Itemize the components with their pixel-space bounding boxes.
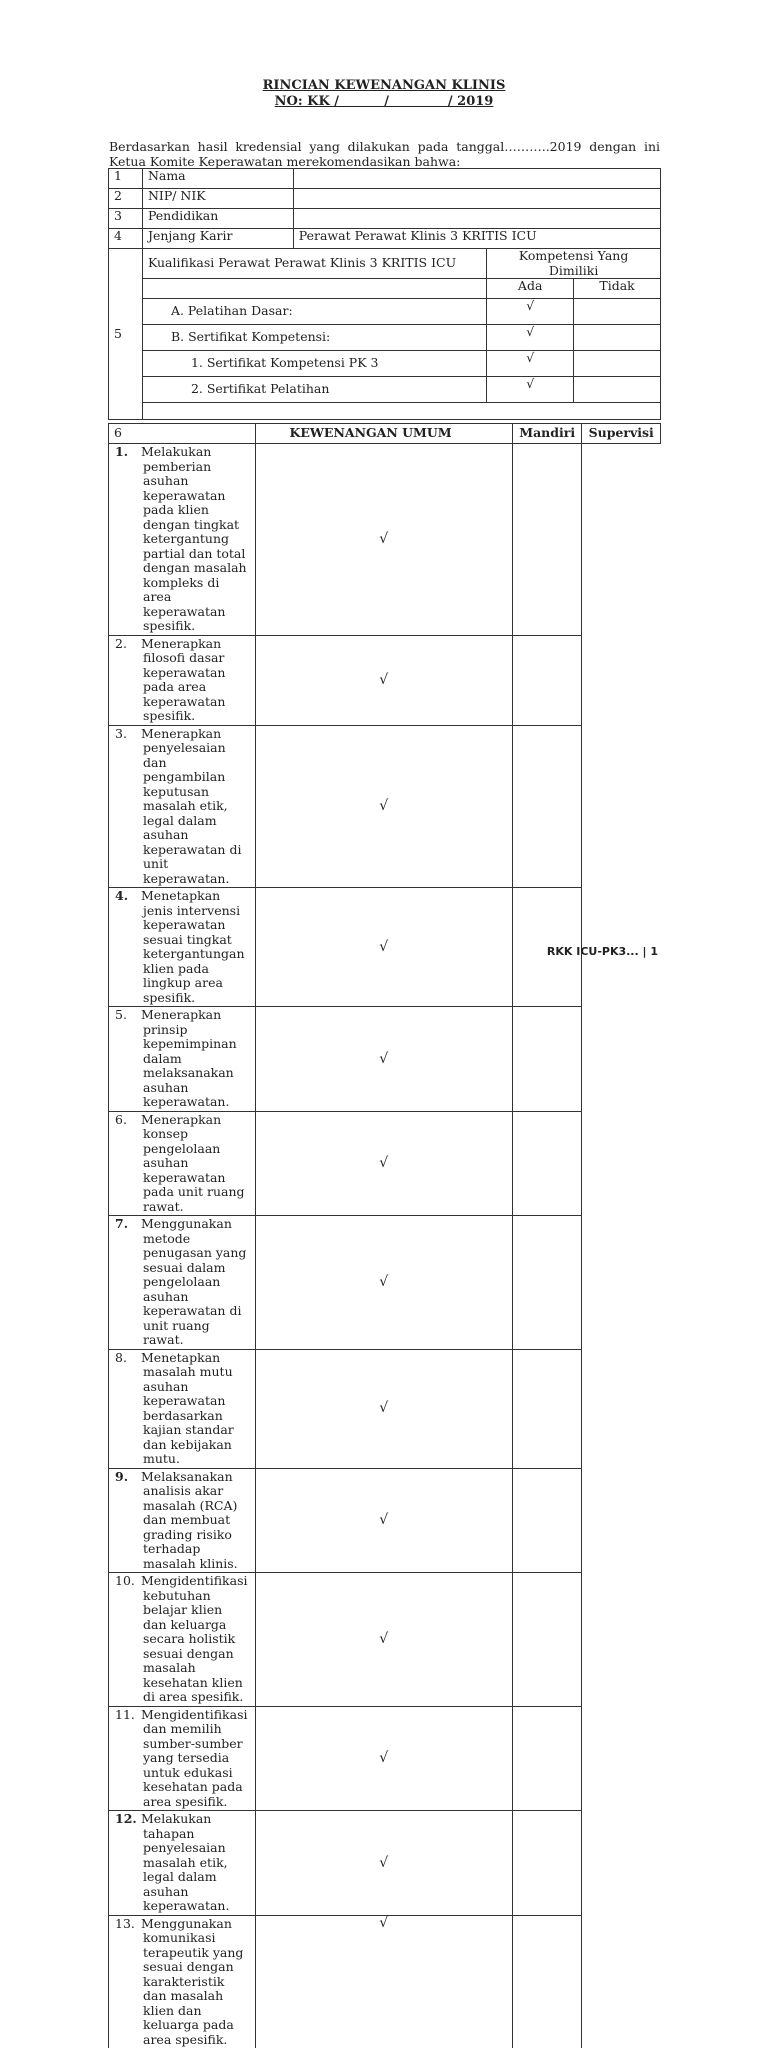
- authority-item: [109, 635, 256, 725]
- item-number: 7.: [115, 1216, 129, 1231]
- check-ada: √: [487, 325, 574, 351]
- check-mandiri: √: [255, 1706, 512, 1811]
- item-number: 12.: [115, 1811, 137, 1826]
- row-value: Perawat Perawat Klinis 3 KRITIS ICU: [293, 229, 660, 249]
- row-number: 5: [109, 249, 143, 420]
- item-text: Menetapkan jenis intervensi keperawatan sesuai tingkat ketergantungan klien pada lingkup area spesifik.: [141, 888, 245, 1005]
- check-supervisi: [512, 635, 581, 725]
- authority-item: [109, 1007, 256, 1112]
- intro-paragraph: Berdasarkan hasil kredensial yang dilakukan pada tanggal………..2019 dengan ini Ketua Komite Keperawatan merekomendasikan bahwa:: [109, 139, 660, 169]
- qualification-item: 2. Sertifikat Pelatihan: [142, 377, 486, 403]
- check-mandiri: √: [255, 1811, 512, 1916]
- check-supervisi: [512, 1915, 581, 2048]
- authority-item: [109, 1349, 256, 1468]
- authority-item: [109, 1573, 256, 1707]
- authority-item: [109, 444, 256, 636]
- check-ada: √: [487, 351, 574, 377]
- table-row: [109, 444, 661, 636]
- authority-item: [109, 1468, 256, 1573]
- item-text: Menerapkan prinsip kepemimpinan dalam melaksanakan asuhan keperawatan.: [141, 1007, 237, 1109]
- qualification-title: Kualifikasi Perawat Perawat Klinis 3 KRITIS ICU: [142, 249, 486, 279]
- check-supervisi: [512, 1811, 581, 1916]
- table-row: [109, 1811, 661, 1916]
- item-number: 6.: [115, 1111, 127, 1127]
- table-row: [109, 1915, 661, 2048]
- item-text: Melakukan tahapan penyelesaian masalah etik, legal dalam asuhan keperawatan.: [141, 1811, 230, 1913]
- check-supervisi: [512, 1468, 581, 1573]
- item-number: 5.: [115, 1007, 127, 1022]
- table-row: [109, 209, 661, 229]
- check-mandiri: √: [255, 444, 512, 636]
- check-tidak: [574, 351, 661, 377]
- row-number: 2: [109, 189, 143, 209]
- table-row: [109, 725, 661, 888]
- check-ada: √: [487, 299, 574, 325]
- authority-item: [109, 1811, 256, 1916]
- item-text: Menetapkan masalah mutu asuhan keperawatan berdasarkan kajian standar dan kebijakan mutu.: [141, 1349, 234, 1466]
- check-supervisi: [512, 1706, 581, 1811]
- qualification-item: A. Pelatihan Dasar:: [142, 299, 486, 325]
- row-label: Nama: [142, 169, 293, 189]
- authority-table: [108, 423, 661, 2048]
- check-mandiri: √: [255, 1111, 512, 1216]
- competence-header: Kompetensi Yang Dimiliki: [487, 249, 661, 279]
- identity-table: [108, 168, 661, 420]
- authority-item: [109, 1111, 256, 1216]
- row-number: 4: [109, 229, 143, 249]
- item-text: Menerapkan filosofi dasar keperawatan pada area keperawatan spesifik.: [141, 635, 226, 723]
- item-text: Menerapkan konsep pengelolaan asuhan keperawatan pada unit ruang rawat.: [141, 1111, 245, 1214]
- spacer-row: [109, 403, 661, 420]
- check-mandiri: √: [255, 1915, 512, 2048]
- item-number: 3.: [115, 725, 127, 741]
- table-row: [109, 377, 661, 403]
- authority-item: [109, 725, 256, 888]
- check-supervisi: [512, 1573, 581, 1707]
- check-tidak: [574, 325, 661, 351]
- authority-item: [109, 1915, 256, 2048]
- table-row: [109, 299, 661, 325]
- check-mandiri: √: [255, 888, 512, 1007]
- item-number: 9.: [115, 1468, 129, 1484]
- table-row: [109, 1216, 661, 1350]
- table-row: [109, 1111, 661, 1216]
- check-ada: √: [487, 377, 574, 403]
- table-row: [109, 1349, 661, 1468]
- qualification-header-row: [109, 249, 661, 279]
- table-row: [109, 189, 661, 209]
- row-label: Jenjang Karir: [142, 229, 293, 249]
- row-value: [293, 209, 660, 229]
- item-text: Menerapkan penyelesaian dan pengambilan keputusan masalah etik, legal dalam asuhan keperawatan di unit keperawatan.: [141, 725, 242, 886]
- item-text: Mengidentifikasi kebutuhan belajar klien dan keluarga secara holistik sesuai dengan masalah kesehatan klien di area spesifik.: [141, 1573, 248, 1704]
- check-supervisi: [512, 1111, 581, 1216]
- item-number: 13.: [115, 1915, 135, 1931]
- item-number: 1.: [115, 444, 129, 459]
- empty-cell: [142, 403, 660, 420]
- qualification-item: B. Sertifikat Kompetensi:: [142, 325, 486, 351]
- table-row: [109, 635, 661, 725]
- table-row: [109, 1706, 661, 1811]
- authority-item: [109, 1706, 256, 1811]
- col-tidak: Tidak: [574, 279, 661, 299]
- row-number: 1: [109, 169, 143, 189]
- check-supervisi: [512, 1216, 581, 1350]
- check-mandiri: √: [255, 1468, 512, 1573]
- authority-item: [109, 888, 256, 1007]
- check-tidak: [574, 299, 661, 325]
- item-text: Menggunakan komunikasi terapeutik yang sesuai dengan karakteristik dan masalah klien dan keluarga pada area spesifik.: [141, 1915, 244, 2047]
- item-number: 4.: [115, 888, 129, 903]
- check-supervisi: [512, 725, 581, 888]
- check-mandiri: √: [255, 725, 512, 888]
- item-number: 10.: [115, 1573, 135, 1588]
- table-row: [109, 1573, 661, 1707]
- row-number: 3: [109, 209, 143, 229]
- title-text: RINCIAN KEWENANGAN KLINIS: [262, 78, 506, 93]
- table-row: [109, 229, 661, 249]
- table-row: [109, 1468, 661, 1573]
- col-mandiri: Mandiri: [512, 424, 581, 444]
- col-supervisi: Supervisi: [582, 424, 661, 444]
- table-row: [109, 351, 661, 377]
- page-footer: RKK ICU-PK3... | 1: [546, 945, 658, 958]
- row-value: [293, 189, 660, 209]
- col-ada: Ada: [487, 279, 574, 299]
- document-number: NO: KK / / / 2019: [274, 94, 494, 109]
- authority-header-row: [109, 424, 661, 444]
- check-mandiri: √: [255, 635, 512, 725]
- authority-item: [109, 1216, 256, 1350]
- qualification-subheader-row: [109, 279, 661, 299]
- row-value: [293, 169, 660, 189]
- check-mandiri: √: [255, 1216, 512, 1350]
- row-label: NIP/ NIK: [142, 189, 293, 209]
- document-title: [0, 78, 768, 110]
- item-number: 8.: [115, 1349, 127, 1365]
- item-text: Menggunakan metode penugasan yang sesuai dalam pengelolaan asuhan keperawatan di unit ruang rawat.: [141, 1216, 247, 1347]
- empty-cell: [142, 279, 486, 299]
- table-row: [109, 169, 661, 189]
- check-tidak: [574, 377, 661, 403]
- item-number: 2.: [115, 635, 127, 651]
- table-row: [109, 1007, 661, 1112]
- item-number: 11.: [115, 1706, 135, 1722]
- row-label: Pendidikan: [142, 209, 293, 229]
- item-text: Melaksanakan analisis akar masalah (RCA) dan membuat grading risiko terhadap masalah klinis.: [141, 1468, 238, 1571]
- check-mandiri: √: [255, 1349, 512, 1468]
- qualification-item: 1. Sertifikat Kompetensi PK 3: [142, 351, 486, 377]
- check-mandiri: √: [255, 1007, 512, 1112]
- authority-title: KEWENANGAN UMUM: [255, 424, 512, 444]
- check-supervisi: [512, 1349, 581, 1468]
- check-mandiri: √: [255, 1573, 512, 1707]
- item-text: Mengidentifikasi dan memilih sumber-sumber yang tersedia untuk edukasi kesehatan pada area spesifik.: [141, 1706, 248, 1809]
- check-supervisi: [512, 1007, 581, 1112]
- row-number: 6: [109, 424, 256, 444]
- table-row: [109, 325, 661, 351]
- check-supervisi: [512, 444, 581, 636]
- item-text: Melakukan pemberian asuhan keperawatan pada klien dengan tingkat ketergantung partial dan total dengan masalah kompleks di area keperawatan spesifik.: [141, 444, 247, 633]
